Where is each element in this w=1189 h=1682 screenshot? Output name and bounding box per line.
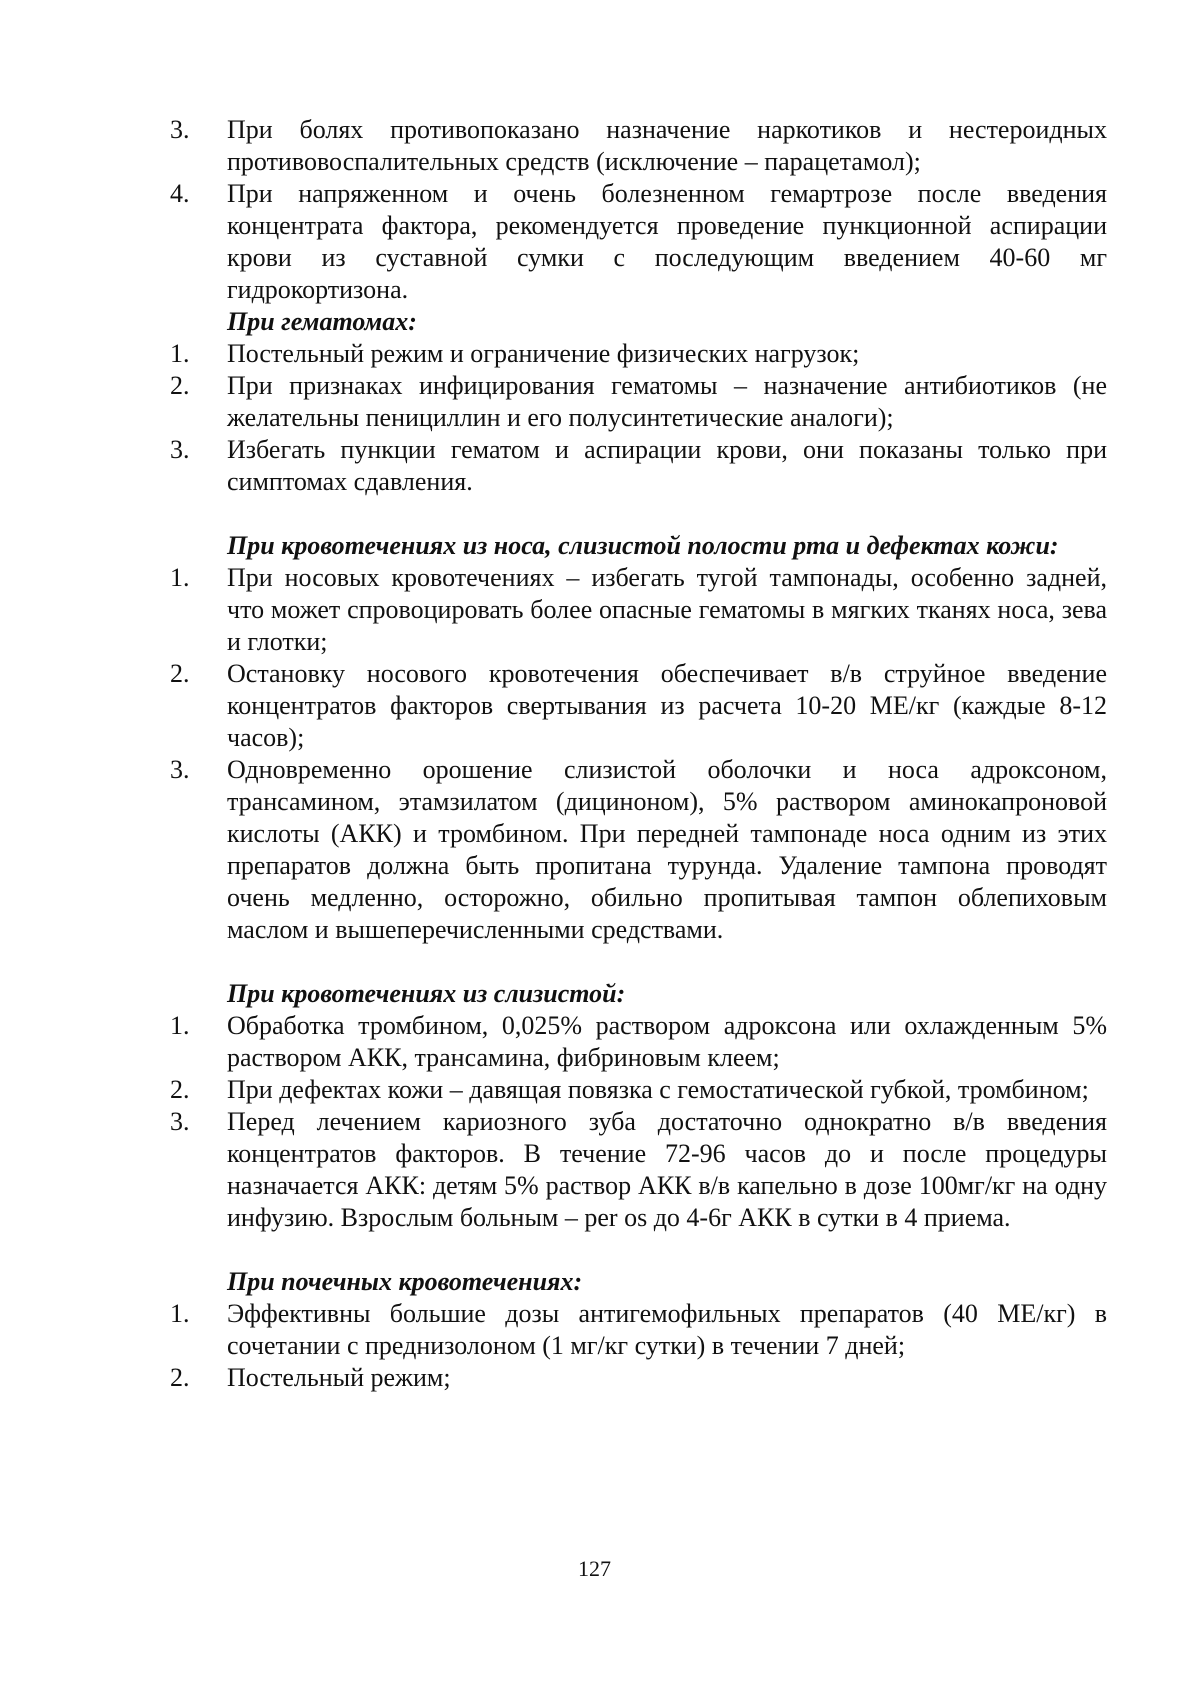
list-item-text: Перед лечением кариозного зуба достаточно однократно в/в введения концентратов факторов. В течение 72-96 часов до и после процедуры назначается АКК: детям 5% раствор АКК в/в капельно в дозе 100мг/кг на одну инфузию. Взрослым больным – per os до 4-6г АКК в сутки в 4 приема.	[227, 1107, 1107, 1232]
list-item	[170, 1074, 1107, 1106]
list-item-number: 1.	[170, 563, 190, 592]
list-item-text: При болях противопоказано назначение наркотиков и нестероидных противовоспалительных средств (исключение – парацетамол);	[227, 115, 1107, 176]
list-item	[170, 434, 1107, 498]
list-item-number: 2.	[170, 371, 190, 400]
list-item-text: Одновременно орошение слизистой оболочки и носа адроксоном, трансамином, этамзилатом (дициноном), 5% раствором аминокапроновой кислоты (АКК) и тромбином. При передней тампонаде носа одним из этих препаратов должна быть пропитана турунда. Удаление тампона проводят очень медленно, осторожно, обильно пропитывая тампон облепиховым маслом и вышеперечисленными средствами.	[227, 755, 1107, 944]
list-item-number: 2.	[170, 1075, 190, 1104]
list-item-number: 3.	[170, 435, 190, 464]
list-item	[170, 754, 1107, 946]
list-item-text: Избегать пункции гематом и аспирации крови, они показаны только при симптомах сдавления.	[227, 435, 1107, 496]
list-item-number: 3.	[170, 115, 190, 144]
list-item-number: 2.	[170, 659, 190, 688]
list-item-text: При дефектах кожи – давящая повязка с гемостатической губкой, тромбином;	[227, 1075, 1089, 1104]
section-heading-hematomas: При гематомах:	[227, 307, 417, 336]
list-item	[170, 1010, 1107, 1074]
list-item-text: При признаках инфицирования гематомы – назначение антибиотиков (не желательны пенициллин и его полусинтетические аналоги);	[227, 371, 1107, 432]
section-heading-mucosa: При кровотечениях из слизистой:	[227, 979, 626, 1008]
section-heading-nose-mouth-skin: При кровотечениях из носа, слизистой полости рта и дефектах кожи:	[227, 531, 1059, 560]
list-item-number: 3.	[170, 1107, 190, 1136]
list-item	[170, 1362, 1107, 1394]
list-item	[170, 1106, 1107, 1234]
list-item	[170, 658, 1107, 754]
page-content	[170, 114, 1107, 1394]
list-item-number: 1.	[170, 1011, 190, 1040]
list-item-number: 1.	[170, 1299, 190, 1328]
list-item-text: Обработка тромбином, 0,025% раствором адроксона или охлажденным 5% раствором АКК, трансамина, фибриновым клеем;	[227, 1011, 1107, 1072]
section-heading-renal: При почечных кровотечениях:	[227, 1267, 583, 1296]
list-item-number: 1.	[170, 339, 190, 368]
list-item-number: 3.	[170, 755, 190, 784]
list-item	[170, 178, 1107, 306]
list-item	[170, 1298, 1107, 1362]
list-item	[170, 114, 1107, 178]
list-item-text: При напряженном и очень болезненном гемартрозе после введения концентрата фактора, рекомендуется проведение пункционной аспирации крови из суставной сумки с последующим введением 40-60 мг гидрокортизона.	[227, 179, 1107, 304]
list-item-number: 4.	[170, 179, 190, 208]
page-number: 127	[578, 1556, 611, 1581]
list-item-text: При носовых кровотечениях – избегать тугой тампонады, особенно задней, что может спровоцировать более опасные гематомы в мягких тканях носа, зева и глотки;	[227, 563, 1107, 656]
list-item-text: Остановку носового кровотечения обеспечивает в/в струйное введение концентратов факторов свертывания из расчета 10-20 МЕ/кг (каждые 8-12 часов);	[227, 659, 1107, 752]
list-item-text: Эффективны большие дозы антигемофильных препаратов (40 МЕ/кг) в сочетании с преднизолоном (1 мг/кг сутки) в течении 7 дней;	[227, 1299, 1107, 1360]
list-item-number: 2.	[170, 1363, 190, 1392]
list-item-text: Постельный режим;	[227, 1363, 451, 1392]
list-item-text: Постельный режим и ограничение физических нагрузок;	[227, 339, 860, 368]
list-item	[170, 370, 1107, 434]
list-item	[170, 338, 1107, 370]
list-item	[170, 562, 1107, 658]
